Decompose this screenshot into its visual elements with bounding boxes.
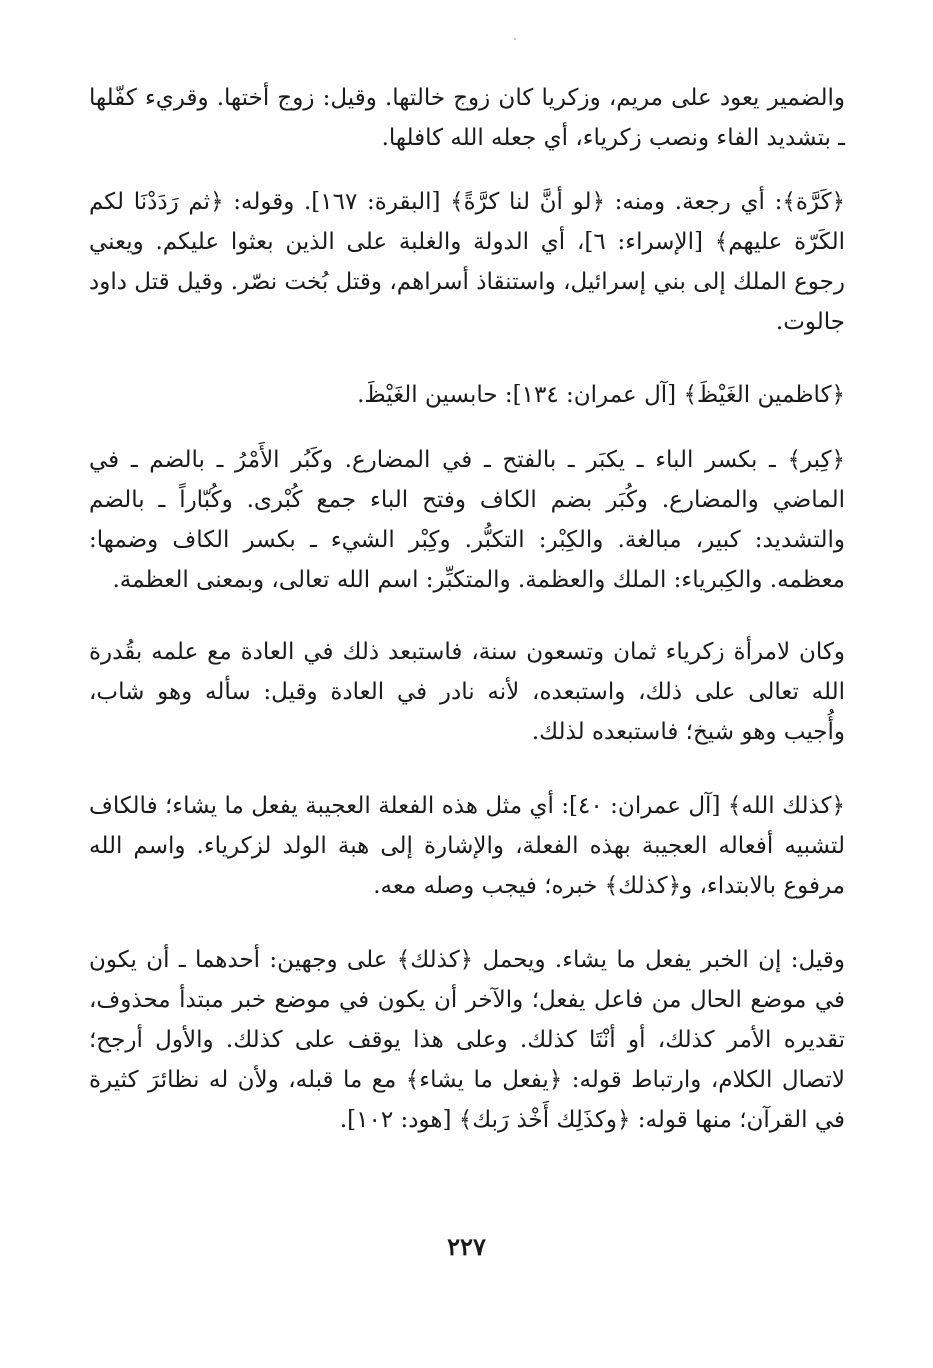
paragraph-kadhalika-grammar: وقيل: إن الخبر يفعل ما يشاء. ويحمل ﴿كذلك﴾ على وجهين: أحدهما ـ أن يكون في موضع الحال من فاعل يفعل؛ والآخر أن يكون في موضع خبر مبتدأ محذوف، تقديره الأمر كذلك، أو أنْتَا كذلك. وعلى هذا يوقف على كذلك. والأول أرجح؛ لاتصال الكلام، وارتباط قوله: ﴿يفعل ما يشاء﴾ مع ما قبله، ولأن له نظائرَ كثيرة في القرآن؛ منها قوله: ﴿وكذَلِك أَخْذ رَبك﴾ [هود: ١٠٢]. [89, 947, 845, 1133]
paragraph-kazimin-al-ghayz: ﴿كاظمين الغَيْظَ﴾ [آل عمران: ١٣٤]: حابسين الغَيْظَ. [357, 382, 845, 408]
paragraph-zakariya-wife: وكان لامرأة زكرياء ثمان وتسعون سنة، فاستبعد ذلك في العادة مع علمه بقُدرة الله تعالى على ذلك، واستبعده، لأنه نادر في العادة وقيل: سأله وهو شاب، وأُجيب وهو شيخ؛ فاستبعده لذلك. [89, 639, 845, 745]
paragraph-kibr: ﴿كِبر﴾ ـ بكسر الباء ـ يكبَر ـ بالفتح ـ في المضارع. وكَبُر الأَمْرُ ـ بالضم ـ في الماضي والمضارع. وكُبَر بضم الكاف وفتح الباء جمع كُبْرى. وكُبّاراً ـ بالضم والتشديد: كبير، مبالغة. والكِبْر: التكبُّر. وكِبْر الشيء ـ بكسر الكاف وضمها: معظمه. والكِبرياء: الملك والعظمة. والمتكبِّر: اسم الله تعالى، وبمعنى العظمة. [89, 447, 845, 593]
paragraph-karra: ﴿كَرَّة﴾: أي رجعة. ومنه: ﴿لو أنَّ لنا كرَّةً﴾ [البقرة: ١٦٧]. وقوله: ﴿ثم رَدَدْنَا لكم الكَرّة عليهم﴾ [الإسراء: ٦]، أي الدولة والغلبة على الذين بعثوا عليكم. ويعني رجوع الملك إلى بني إسرائيل، واستنقاذ أسراهم، وقتل بُخت نصّر. وقيل قتل داود جالوت. [89, 189, 846, 335]
scan-speck [514, 38, 516, 40]
paragraph-zakariya-guardian: والضمير يعود على مريم، وزكريا كان زوج خالتها. وقيل: زوج أختها. وقريء كفّلها ـ بتشديد الفاء ونصب زكرياء، أي جعله الله كافلها. [89, 85, 845, 151]
page-number: ٢٢٧ [447, 1232, 486, 1261]
paragraph-kadhalika-allah: ﴿كذلك الله﴾ [آل عمران: ٤٠]: أي مثل هذه الفعلة العجيبة يفعل ما يشاء؛ فالكاف لتشبيه أفعاله العجيبة بهذه الفعلة، والإشارة إلى هبة الولد لزكرياء. واسم الله مرفوع بالابتداء، و﴿كذلك﴾ خبره؛ فيجب وصله معه. [89, 793, 845, 899]
